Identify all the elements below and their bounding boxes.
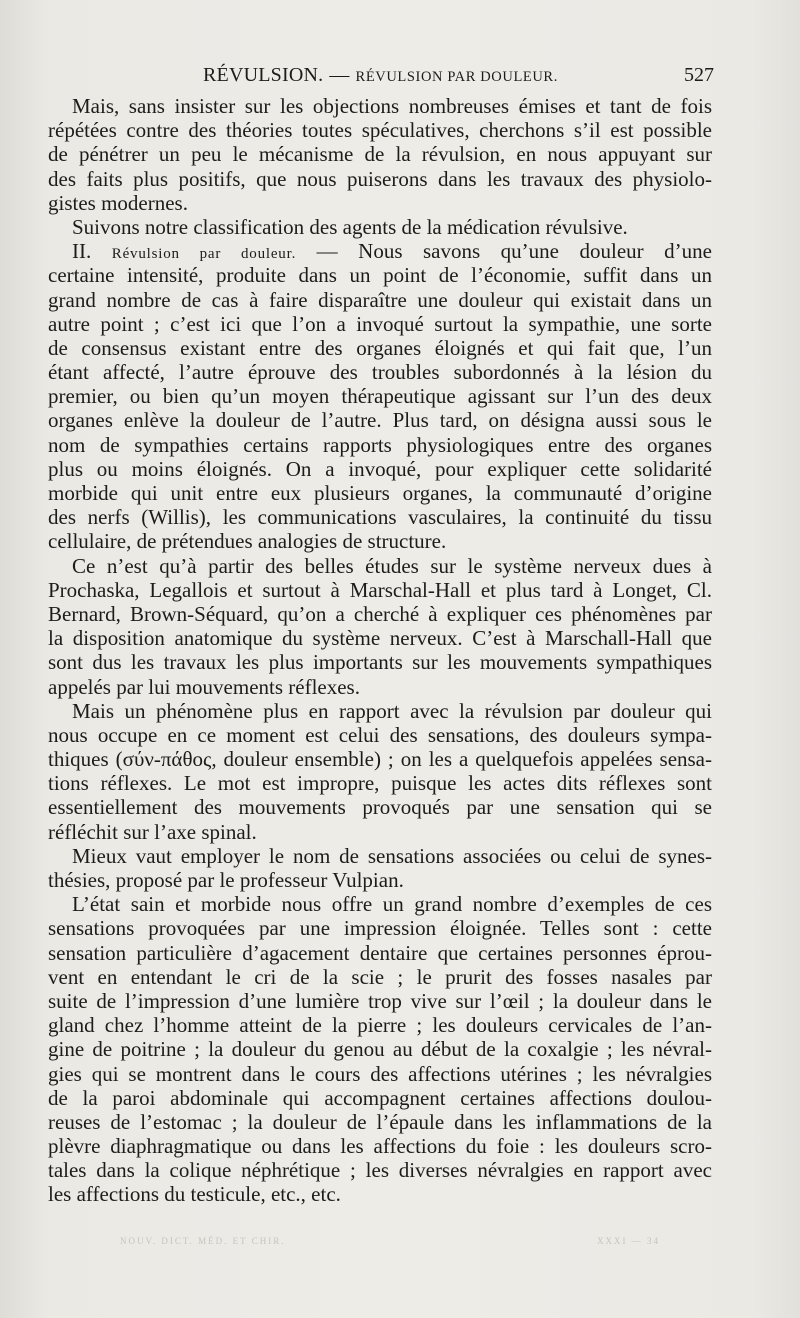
text-line: Mais, sans insister sur les objections nombreuses émises et tant de fois [72,94,712,118]
text-line: cellulaire, de prétendues analogies de structure. [48,529,447,554]
text-line: premier, ou bien qu’un moyen thérapeutique agissant sur l’un des deux [48,384,712,409]
text-line: vent en entendant le cri de la scie ; le prurit des fosses nasales par [48,964,712,989]
running-header [48,62,714,88]
page-number: 527 [684,64,714,86]
text-line: grand nombre de cas à faire disparaître une douleur qui existait dans un [48,287,712,312]
section-heading-line [48,239,712,263]
text-line: thésies, proposé par le professeur Vulpian. [48,868,404,892]
text-line: gies qui se montrent dans le cours des affections utérines ; les névralgies [48,1061,712,1086]
text-line: réfléchit sur l’axe spinal. [48,819,257,844]
text-line: des nerfs (Willis), les communications vasculaires, la continuité du tissu [48,505,712,530]
section-label: Révulsion par douleur. [111,246,297,263]
text-line: la disposition anatomique du système nerveux. C’est à Marschall-Hall que [48,626,712,651]
header-subtitle: RÉVULSION PAR DOULEUR. [355,69,558,85]
text-line: Prochaska, Legallois et surtout à Marschal-Hall et plus tard à Longet, Cl. [48,577,712,602]
text-line: les affections du testicule, etc., etc. [48,1182,341,1207]
page-footer [120,1236,660,1250]
text-line: essentiellement des mouvements provoqués par une sensation qui se [48,795,712,820]
body-text [48,94,712,1207]
footer-left: NOUV. DICT. MÉD. ET CHIR. [120,1236,286,1246]
text-line: nous occupe en ce moment est celui des sensations, des douleurs sympa- [48,722,712,747]
text-line: autre point ; c’est ici que l’on a invoqué surtout la sympathie, une sorte [48,311,712,336]
text-line: étant affecté, l’autre éprouve des troubles subordonnés à la lésion du [48,360,712,385]
text-line: morbide qui unit entre eux plusieurs organes, la communauté d’origine [48,481,712,505]
section-dash: — [316,239,338,264]
header-title-main: RÉVULSION. [203,64,324,86]
text-line: organes enlève la douleur de l’autre. Plus tard, on désigna aussi sous le [48,408,712,433]
text-line: gine de poitrine ; la douleur du genou au début de la coxalgie ; les névral- [48,1037,712,1062]
text-line: de la paroi abdominale qui accompagnent certaines affections doulou- [48,1085,712,1110]
text-line: sensations provoquées par une impression éloignée. Telles sont : cette [48,916,712,941]
text-line: répétées contre des théories toutes spéculatives, cherchons s’il est possible [48,118,712,143]
section-first-text: Nous savons qu’une douleur d’une [358,239,712,264]
header-dash: — [329,64,350,86]
text-line: tales dans la colique néphrétique ; les diverses névralgies en rapport avec [48,1158,712,1183]
text-line: de pénétrer un peu le mécanisme de la révulsion, en nous appuyant sur [48,142,712,167]
text-line: plèvre diaphragmatique ou dans les affections du foie : les douleurs scro- [48,1134,712,1159]
text-line: suite de l’impression d’une lumière trop vive sur l’œil ; la douleur dans le [48,988,712,1013]
text-line: Mais un phénomène plus en rapport avec la révulsion par douleur qui [72,698,712,723]
text-line: sont dus les travaux les plus importants sur les mouvements sympathiques [48,650,712,675]
text-line: L’état sain et morbide nous offre un grand nombre d’exemples de ces [72,892,712,917]
text-line: tions réflexes. Le mot est impropre, puisque les actes dits réflexes sont [48,771,712,796]
text-line: plus ou moins éloignés. On a invoqué, pour expliquer cette solidarité [48,456,712,481]
paragraph-4 [48,554,712,699]
text-line: reuses de l’estomac ; la douleur de l’épaule dans les inflammations de la [48,1109,712,1134]
section-number: II. [72,239,92,264]
text-line: Mieux vaut employer le nom de sensations associées ou celui de synes- [72,843,712,868]
text-line: thiques (σύν-πάθος, douleur ensemble) ; on les a quelquefois appelées sensa- [48,747,712,772]
text-line: sensation particulière d’agacement dentaire que certaines personnes éprou- [48,940,712,965]
text-line: nom de sympathies certains rapports physiologiques entre des organes [48,432,712,457]
paragraph-7 [48,892,712,1206]
paragraph-5 [48,699,712,844]
paragraph-6 [48,844,712,892]
text-line: de consensus existant entre des organes éloignés et qui fait que, l’un [48,335,712,360]
text-line: des faits plus positifs, que nous puiserons dans les travaux des physiolo- [48,166,712,191]
text-line: gland chez l’homme atteint de la pierre ; les douleurs cervicales de l’an- [48,1013,712,1038]
text-line: certaine intensité, produite dans un point de l’économie, suffit dans un [48,263,712,288]
paragraph-1 [48,94,712,215]
footer-right: XXXI — 34 [597,1236,660,1246]
paragraph-3 [48,239,712,553]
text-line: Suivons notre classification des agents de la médication révulsive. [72,214,628,239]
text-line: Bernard, Brown-Séquard, qu’on a cherché à expliquer ces phénomènes par [48,601,712,626]
header-title [203,62,558,90]
text-line: appelés par lui mouvements réflexes. [48,674,360,699]
paragraph-2 [48,215,712,239]
text-line: gistes modernes. [48,190,188,215]
text-line: Ce n’est qu’à partir des belles études sur le système nerveux dues à [72,553,712,578]
